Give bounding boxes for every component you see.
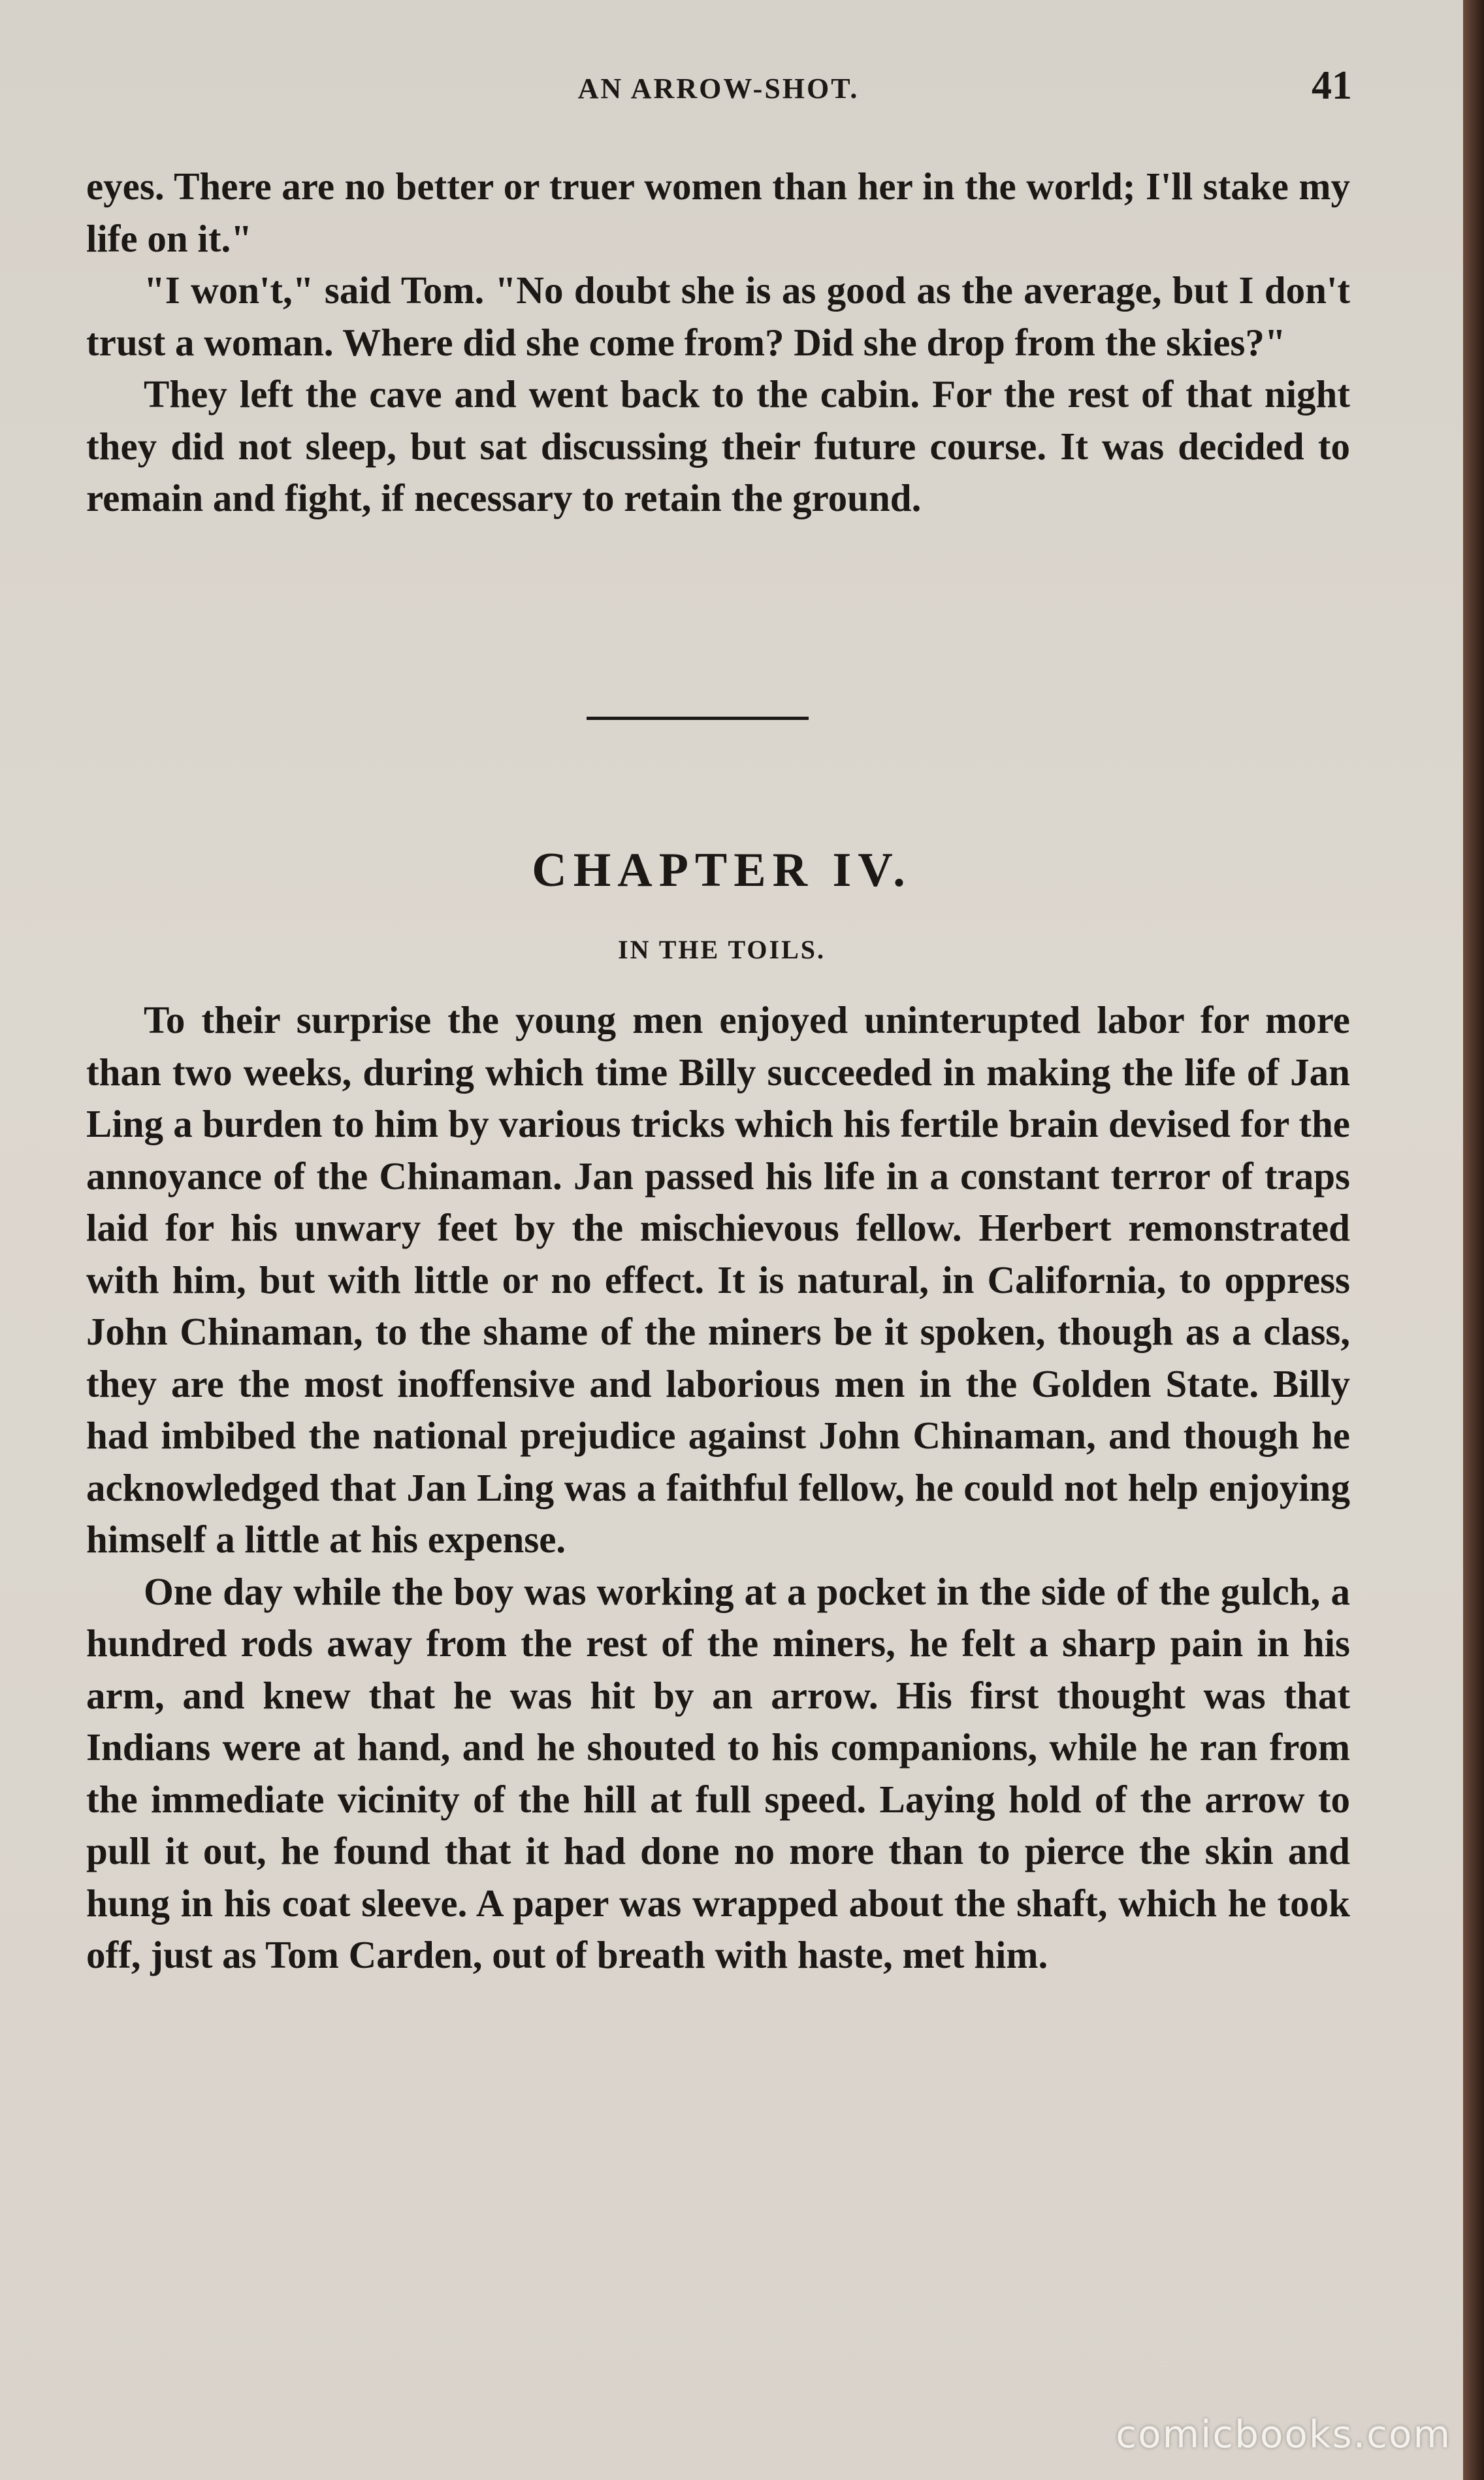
- watermark: comicbooks.com: [1116, 2412, 1451, 2456]
- paragraph: One day while the boy was working at a pocket in the side of the gulch, a hundred rods away from the rest of the miners, he felt a sharp pain in his arm, and knew that he was hit by an arrow. His first thought was that Indians were at hand, and he shouted to his companions, while he ran from the immediate vicinity of the hill at full speed. Laying hold of the arrow to pull it out, he found that it had done no more than to pierce the skin and hung in his coat sleeve. A paper was wrapped about the shaft, which he took off, just as Tom Carden, out of breath with haste, met him.: [86, 1569, 1350, 1976]
- text-block-chapter: [86, 994, 1350, 1982]
- paragraph: eyes. There are no better or truer women than her in the world; I'll stake my life on it.": [86, 165, 1350, 260]
- chapter-subtitle: IN THE TOILS.: [617, 935, 826, 964]
- running-title: AN ARROW-SHOT.: [577, 73, 860, 105]
- paragraph: To their surprise the young men enjoyed uninterupted labor for more than two weeks, during which time Billy succeeded in making the life of Jan Ling a burden to him by various tricks which his fertile brain devised for the annoyance of the Chinaman. Jan passed his life in a constant terror of traps laid for his unwary feet by the mischievous fellow. Herbert remonstrated with him, but with little or no effect. It is natural, in California, to oppress John Chinaman, to the shame of the miners be it spoken, though as a class, they are the most inoffensive and laborious men in the Golden State. Billy had imbibed the national prejudice against John Chinaman, and though he acknowledged that Jan Ling was a faithful fellow, he could not help enjoying himself a little at his expense.: [86, 998, 1350, 1561]
- chapter-title: CHAPTER IV.: [532, 843, 912, 897]
- running-header: [85, 63, 1352, 115]
- page-number: 41: [1312, 63, 1352, 108]
- paragraph: They left the cave and went back to the cabin. For the rest of that night they did not sleep, but sat discussing their future course. It was decided to remain and fight, if necessary to retain the ground.: [86, 372, 1350, 519]
- book-spine-edge: [1463, 0, 1484, 2480]
- section-divider: [587, 717, 809, 720]
- text-block-top: [86, 161, 1350, 525]
- paragraph: "I won't," said Tom. "No doubt she is as good as the average, but I don't trust a woman. Where did she come from? Did she drop from the skies?": [86, 269, 1350, 364]
